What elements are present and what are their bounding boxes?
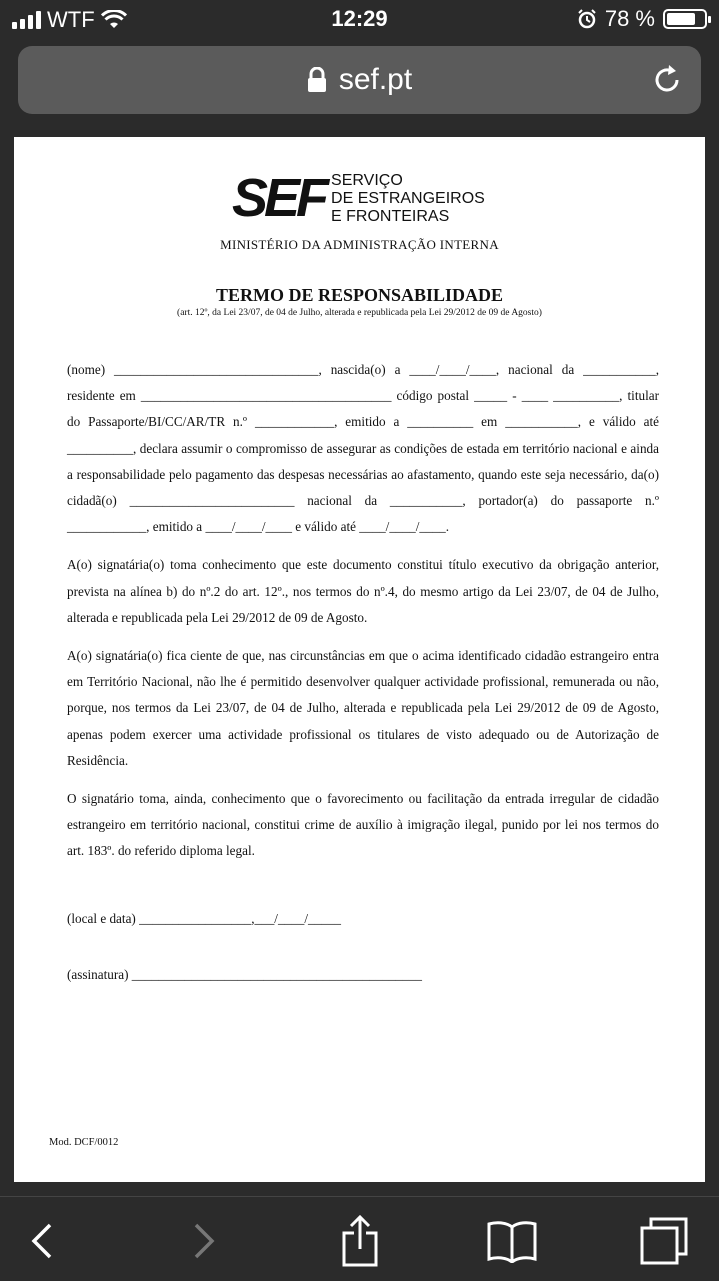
bookmarks-icon — [486, 1219, 538, 1263]
url-display[interactable] — [18, 46, 701, 114]
document-page — [14, 137, 705, 1182]
logo-mark: SEF — [232, 168, 326, 228]
forward-icon — [192, 1221, 216, 1261]
logo-line-2: DE ESTRANGEIROS — [331, 190, 485, 207]
status-bar — [0, 0, 719, 40]
lock-icon — [307, 67, 327, 93]
url-text: sef.pt — [338, 63, 413, 96]
logo-text — [331, 172, 485, 226]
logo-line-1: SERVIÇO — [331, 172, 403, 189]
share-button[interactable] — [330, 1211, 390, 1271]
paragraph-executive-title: A(o) signatária(o) toma conhecimento que este documento constitui título executivo da obrigação anterior, prevista na alínea b) do nº.2 do art. 12º., nos termos do nº.4, do mesmo artigo da Lei 23/07, de 04 de Julho, alterada e republicada pela Lei 29/2012 de 09 de Agosto. — [67, 557, 659, 625]
battery-percent: 78 % — [604, 6, 655, 31]
paragraph-declaration: (nome) _______________________________, nascida(o) a ____/____/____, nacional da ___________, residente em ______________________________________ código postal _____ - ____ __________, titular do Passaporte/BI/CC/AR/TR n.º ____________, emitido a __________ em ___________, e válido até __________, declara assumir o compromisso de assegurar as condições de estada em território nacional e ainda a responsabilidade pelo pagamento das despesas necessárias ao afastamento, quando este seja necessário, da(o) cidadã(o) _________________________ nacional da ___________, portador(a) do passaporte n.º ____________, emitido a ____/____/____ e válido até ____/____/____. — [67, 362, 659, 535]
document-body — [67, 357, 659, 877]
battery-icon — [663, 9, 707, 29]
back-button[interactable] — [12, 1211, 72, 1271]
battery-fill — [667, 13, 695, 25]
sef-logo — [232, 168, 485, 228]
paragraph-professional-activity: A(o) signatária(o) fica ciente de que, nas circunstâncias em que o acima identificado cidadão estrangeiro entra em Território Nacional, não lhe é permitido desenvolver qualquer actividade profissional, remunerada ou não, porque, nos termos da Lei 23/07, de 04 de Julho, alterada e republicada pela Lei 29/2012 de 09 de Agosto, apenas podem exercer uma actividade profissional os titulares de visto adequado ou de Autorização de Residência. — [67, 648, 659, 768]
back-icon — [30, 1221, 54, 1261]
bottom-toolbar — [0, 1196, 719, 1281]
carrier-label: WTF — [47, 7, 95, 32]
share-icon — [340, 1215, 380, 1267]
signature-line: (assinatura) ____________________________________________ — [67, 967, 422, 982]
tabs-icon — [639, 1216, 689, 1266]
forward-button[interactable] — [174, 1211, 234, 1271]
alarm-icon — [577, 9, 597, 29]
address-bar[interactable] — [18, 46, 701, 114]
tabs-button[interactable] — [634, 1211, 694, 1271]
status-right — [577, 6, 707, 32]
model-code: Mod. DCF/0012 — [49, 1137, 119, 1148]
status-time: 12:29 — [331, 6, 388, 31]
reload-icon[interactable] — [649, 62, 685, 98]
document-title: TERMO DE RESPONSABILIDADE — [215, 285, 504, 305]
bookmarks-button[interactable] — [482, 1211, 542, 1271]
local-date-line: (local e data) _________________,___/____/_____ — [67, 911, 341, 926]
paragraph-illegal-immigration: O signatário toma, ainda, conhecimento que o favorecimento ou facilitação da entrada irregular de cidadão estrangeiro em território nacional, constitui crime de auxílio à imigração ilegal, punido por lei nos termos do art. 183º. do referido diploma legal. — [67, 791, 659, 859]
ministry-heading: MINISTÉRIO DA ADMINISTRAÇÃO INTERNA — [220, 237, 499, 252]
document-subtitle: (art. 12º, da Lei 23/07, de 04 de Julho, alterada e republicada pela Lei 29/2012 de 09 de Agosto) — [177, 308, 542, 318]
logo-line-3: E FRONTEIRAS — [331, 208, 450, 225]
